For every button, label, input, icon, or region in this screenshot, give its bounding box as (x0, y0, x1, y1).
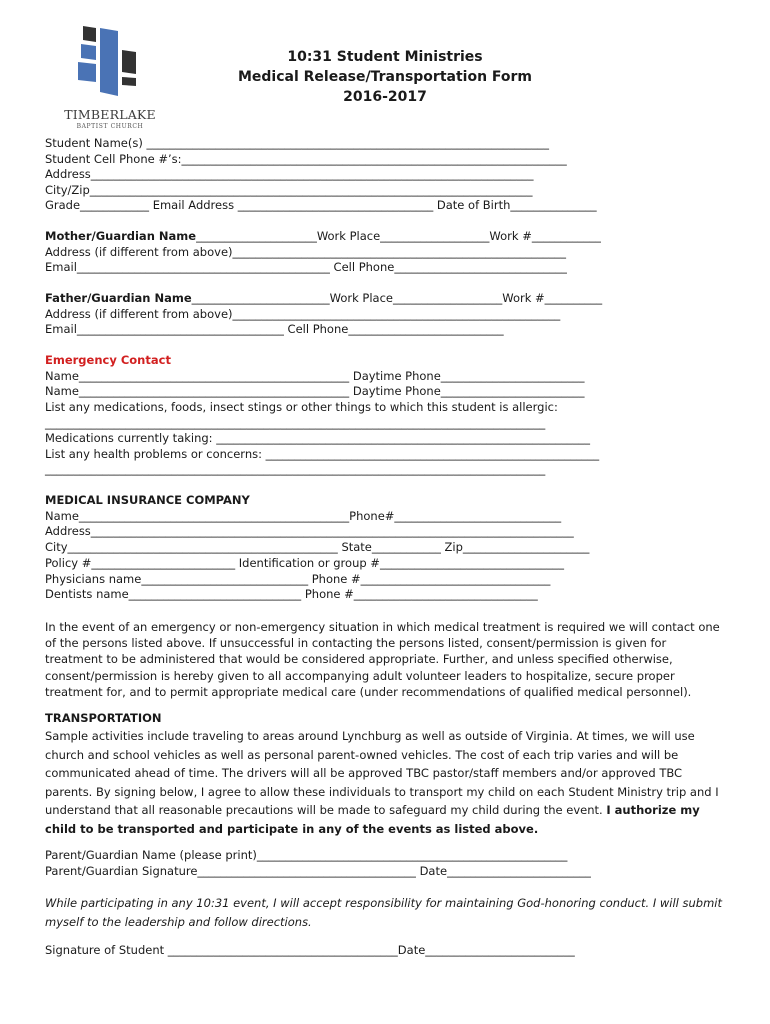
mother-address-field[interactable]: Address (if different from above)__________________________________________________________ (45, 245, 567, 259)
allergies-field[interactable]: _______________________________________________________________________________________ (45, 416, 546, 430)
emergency-contact-2-field[interactable]: Name_______________________________________________ Daytime Phone_________________________ (45, 384, 585, 398)
student-cell-field[interactable]: Student Cell Phone #’s:___________________________________________________________________ (45, 152, 567, 166)
student-name-field[interactable]: Student Name(s) ______________________________________________________________________ (45, 136, 549, 150)
logo-name: TIMBERLAKE (64, 107, 156, 122)
form-year: 2016-2017 (343, 89, 427, 105)
dentist-field[interactable]: Dentists name______________________________ Phone #________________________________ (45, 587, 538, 601)
transportation-authorization: I authorize my child to be transported and participate in any of the events as listed above. (45, 803, 700, 836)
transportation-text: Sample activities include traveling to areas around Lynchburg as well as outside of Virginia. At times, we will use church and school vehicles as well as personal parent-owned vehicles. The cost of each trip varies and will be communicated ahead of time. The drivers will all be approved TBC pastor/staff members and/or approved TBC parents. By signing below, I agree to allow these individuals to transport my child on each Student Ministry trip and I understand that all reasonable precautions will be made to safeguard my child during the event. (45, 729, 719, 818)
insurance-policy-field[interactable]: Policy #_________________________ Identification or group #________________________________ (45, 556, 564, 570)
mother-name-row[interactable] (45, 229, 601, 243)
form-header (200, 47, 570, 107)
student-signature-field[interactable]: Signature of Student ________________________________________Date__________________________ (45, 943, 575, 957)
mother-work-fields[interactable]: _____________________Work Place___________________Work #____________ (196, 229, 601, 243)
insurance-city-state-zip-field[interactable]: City_______________________________________________ State____________ Zip______________________ (45, 540, 590, 554)
mother-email-cell-field[interactable]: Email____________________________________________ Cell Phone______________________________ (45, 260, 567, 274)
emergency-heading: Emergency Contact (45, 353, 171, 367)
physician-field[interactable]: Physicians name_____________________________ Phone #_________________________________ (45, 572, 551, 586)
form-subtitle: Medical Release/Transportation Form (237, 69, 533, 85)
conduct-statement: While participating in any 10:31 event, I will accept responsibility for maintaining God-honoring conduct. I will submit myself to the leadership and follow directions. (45, 896, 723, 929)
insurance-name-phone-field[interactable]: Name_______________________________________________Phone#_____________________________ (45, 509, 562, 523)
student-grade-email-dob-field[interactable]: Grade____________ Email Address __________________________________ Date of Birth_______________ (45, 198, 597, 212)
emergency-contact-1-field[interactable]: Name_______________________________________________ Daytime Phone_________________________ (45, 369, 585, 383)
cross-logo-icon (78, 22, 142, 96)
father-label: Father/Guardian Name (45, 291, 192, 305)
insurance-address-field[interactable]: Address____________________________________________________________________________________ (45, 524, 574, 538)
consent-paragraph: In the event of an emergency or non-emergency situation in which medical treatment is required we will contact one of the persons listed above. If unsuccessful in contacting the persons listed, consent/permission is given for treatment to be administered that would be considered appropriate. Further, and unless specified otherwise, consent/permission is hereby given to all accompanying adult volunteer leaders to hospitalize, secure proper treatment for, and to permit appropriate medical care (under recommendations of qualified medical personnel). (45, 620, 720, 699)
health-problems-field[interactable]: List any health problems or concerns: __________________________________________________________ (45, 447, 600, 461)
transportation-heading: TRANSPORTATION (45, 711, 162, 725)
parent-name-field[interactable]: Parent/Guardian Name (please print)______________________________________________________ (45, 848, 568, 862)
mother-label: Mother/Guardian Name (45, 229, 197, 243)
health-problems-extra-field[interactable]: _______________________________________________________________________________________ (45, 462, 546, 476)
student-address-field[interactable]: Address_____________________________________________________________________________ (45, 167, 534, 181)
father-work-fields[interactable]: ________________________Work Place___________________Work #__________ (191, 291, 603, 305)
parent-signature-field[interactable]: Parent/Guardian Signature______________________________________ Date_________________________ (45, 864, 591, 878)
church-logo (52, 22, 168, 132)
insurance-heading: MEDICAL INSURANCE COMPANY (45, 493, 250, 507)
father-email-cell-field[interactable]: Email____________________________________ Cell Phone___________________________ (45, 322, 504, 336)
allergies-label: List any medications, foods, insect stings or other things to which this student is allergic: (45, 400, 558, 414)
medications-field[interactable]: Medications currently taking: _________________________________________________________________ (45, 431, 590, 445)
form-title: 10:31 Student Ministries (287, 49, 483, 65)
logo-subtitle: BAPTIST CHURCH (76, 123, 144, 130)
father-name-row[interactable] (45, 291, 602, 305)
father-address-field[interactable]: Address (if different from above)_________________________________________________________ (45, 307, 561, 321)
student-cityzip-field[interactable]: City/Zip_____________________________________________________________________________ (45, 183, 533, 197)
transportation-paragraph (45, 727, 725, 839)
